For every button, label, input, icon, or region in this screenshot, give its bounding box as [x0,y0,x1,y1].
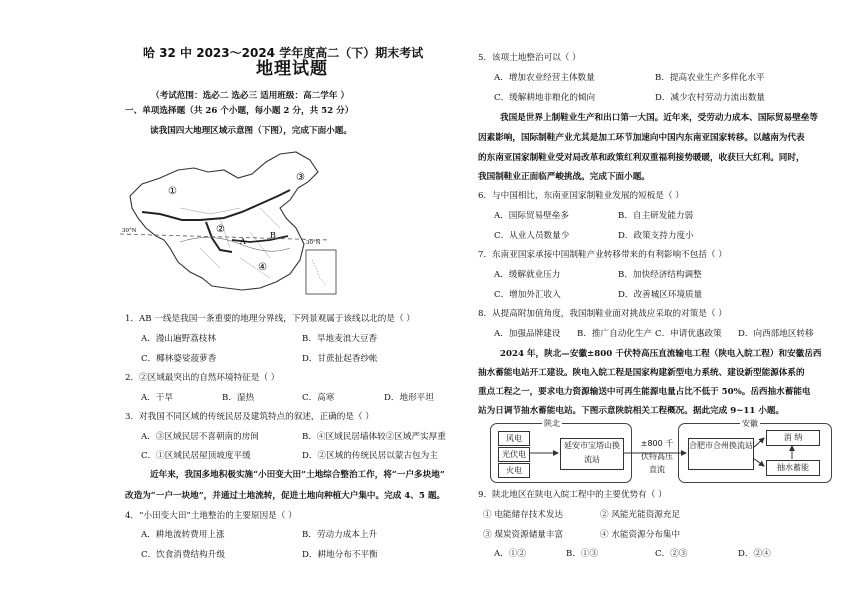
q9-option-c: C．②③ [655,549,688,559]
q6-option-a: A．国际贸易壁垒多 [494,211,569,221]
q1-stem: 1．AB 一线是我国一条重要的地理分界线，下列景观属于该线以北的是（ ） [125,314,415,324]
q8-option-b: B．推广自动化生产 [577,329,653,339]
q7-stem: 7．东南亚国家承接中国制鞋产业转移带来的有利影响不包括（ ） [478,250,727,260]
q6-option-d: D．政策支持力度小 [618,231,694,241]
yanan-converter-box: 延安市宝塔山换流站 [560,438,624,470]
q5-stem: 5．该项土地整治可以（ ） [478,53,581,63]
q3-option-b: B．④区域民居墙体较②区域严实厚重 [302,432,446,442]
q9-option-d: D．②④ [738,549,771,559]
q3-option-d: D．②区域的传统民居以蒙古包为主 [302,451,438,461]
shoes-passage-line1: 我国是世界上制鞋业生产和出口第一大国。近年来，受劳动力成本、国际贸易壁垒等 [500,113,818,123]
q6-option-c: C．从业人员数量少 [494,231,570,241]
field-passage-line1: 近年来，我国多地积极实施“小田变大田”土地综合整治工作，将“一户多块地” [150,470,445,480]
q1-option-a: A．漫山遍野荔枝林 [141,334,216,344]
q5-option-c: C．缓解耕地非粮化的倾向 [494,93,596,103]
q5-option-a: A．增加农业经营主体数量 [494,73,595,83]
q1-option-b: B．旱地麦浪大豆香 [302,334,378,344]
q5-option-b: B．提高农业生产多样化水平 [655,73,765,83]
q3-option-a: A．③区域民居不喜朝南的房间 [141,432,259,442]
power-passage-line1: 2024 年，陕北—安徽±800 千伏特高压直流输电工程（陕电入皖工程）和安徽岳西 [500,349,822,359]
region-label-1: ① [168,186,177,197]
shoes-passage-line4: 我国制鞋业正面临严峻挑战。完成下面小题。 [478,172,650,182]
region-label-4: ④ [258,262,267,273]
q9-item-4: ④ 水能资源分布集中 [600,530,681,540]
thermal-power-box: 火电 [498,463,530,478]
lat-label-right: 30°N [306,240,321,246]
q2-option-d: D．地形平坦 [384,393,434,403]
consumption-box: 消 纳 [766,430,820,446]
q1-option-d: D．甘蔗扯起香纱帐 [302,354,378,364]
wind-power-box: 风电 [498,431,530,446]
exam-subject: 地理试题 [256,59,328,79]
q9-item-1: ① 电能储存技术发达 [483,510,564,520]
q8-option-c: C．申请优惠政策 [655,329,722,339]
q4-option-d: D．耕地分布不平衡 [302,550,378,560]
lat-label-left: 30°N [122,228,137,234]
china-outline [130,152,318,290]
q8-option-d: D．向西部地区转移 [738,329,814,339]
field-passage-line2: 改造为“一户一块地”，并通过土地流转，促进土地向种植大户集中。完成 4、5 题。 [125,491,446,501]
power-transmission-diagram [488,418,834,484]
hefei-converter-box: 合肥市合州换流站 [688,438,754,470]
q7-option-c: C．增加外汇收入 [494,290,561,300]
pumped-storage-box: 抽水蓄能 [766,460,820,476]
q3-option-c: C．①区域民居屋顶坡度平缓 [141,451,251,461]
power-passage-line4: 站为日调节抽水蓄能电站。下图示意陕皖相关工程概况。据此完成 9~11 小题。 [478,406,785,416]
q9-item-2: ② 风能光能资源充足 [600,510,681,520]
q6-option-b: B．自主研发能力弱 [618,211,694,221]
point-b-label: B [270,231,276,240]
region-label-2: ② [216,224,225,235]
anhui-label: 安徽 [742,419,758,428]
solar-power-box: 光伏电 [498,447,530,462]
q4-option-c: C．饮食消费结构升级 [141,550,225,560]
q2-option-b: B．湿热 [222,393,255,403]
section-heading: 一、单项选择题（共 26 个小题，每小题 2 分，共 52 分） [125,106,354,116]
shaanbei-label: 陕北 [544,419,560,428]
q2-stem: 2．②区域最突出的自然环境特征是（ ） [125,373,280,383]
point-a-label: A [240,237,246,246]
q2-option-a: A．干旱 [141,393,173,403]
exam-scope: （考试范围：选必二 选必三 适用班级：高二学年 ） [151,91,350,101]
shoes-passage-line2: 因素影响，国际制鞋产业尤其是加工环节加速向中国内东南亚国家转移。以越南为代表 [478,133,805,143]
shoes-passage-line3: 的东南亚国家制鞋业受对局改革和政策红利双重福利接势暖暖，收获巨大红利。同时， [478,153,805,163]
q2-option-c: C．高寒 [302,393,335,403]
q5-option-d: D．减少农村劳动力流出数量 [655,93,766,103]
exam-title: 哈 32 中 2023～2024 学年度高二（下）期末考试 [143,46,424,60]
q7-option-d: D．改善城区环境质量 [618,290,703,300]
q7-option-a: A．缓解就业压力 [494,270,561,280]
q6-stem: 6．与中国相比，东南亚国家制鞋业发展的短板是（ ） [478,191,684,201]
q7-option-b: B．加快经济结构调整 [618,270,702,280]
region-label-3: ③ [296,172,305,183]
q9-stem: 9．陕北地区在陕电入皖工程中的主要优势有（ ） [478,490,667,500]
q4-option-b: B．劳动力成本上升 [302,530,378,540]
q3-stem: 3．对我国不同区域的传统民居及建筑特点的叙述，正确的是（ ） [125,412,374,422]
q4-stem: 4．“小田变大田”土地整治的主要原因是（ ） [125,511,297,521]
q9-option-b: B．①③ [566,549,599,559]
power-passage-line2: 抽水蓄能电站开工建设。陕电入皖工程是国家构建新型电力系统、建设新型能源体系的 [478,368,805,378]
q9-option-a: A．①② [494,549,526,559]
q8-option-a: A．加强品牌建设 [494,329,561,339]
q1-option-c: C．椰林婆娑菠萝香 [141,354,217,364]
china-regions-map [120,148,342,308]
q8-stem: 8．从提高附加值角度，我国制鞋业面对挑战应采取的对策是（ ） [478,309,727,319]
uhv-line-label: ±800 千伏特高压直流 [640,439,674,474]
power-passage-line3: 重点工程之一，要求电力资源输送中可再生能源电量占比不低于 50%。岳西抽水蓄能电 [478,387,811,397]
map-intro: 读我国四大地理区域示意图（下图），完成下面小题。 [150,126,352,136]
q9-item-3: ③ 煤炭资源储量丰富 [483,530,564,540]
q4-option-a: A．耕地流转费用上涨 [141,530,225,540]
